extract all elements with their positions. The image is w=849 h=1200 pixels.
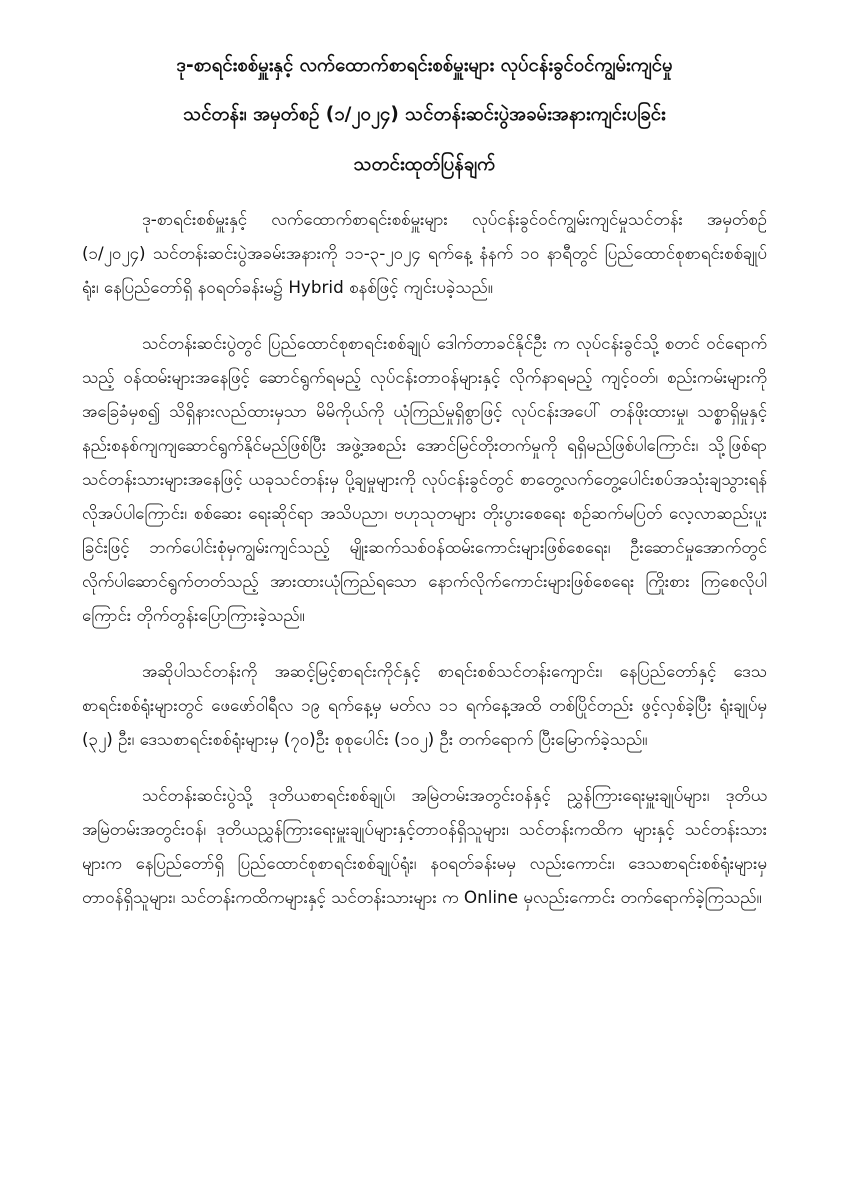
document-title-line-2: သင်တန်း၊ အမှတ်စဉ် (၁/၂၀၂၄) သင်တန်းဆင်းပွဲအခမ်းအနားကျင်းပခြင်း <box>183 103 666 125</box>
document-heading-press-release: သတင်းထုတ်ပြန်ချက် <box>353 154 496 176</box>
paragraph-auditor-general-speech: သင်တန်းဆင်းပွဲတွင် ပြည်ထောင်စုစာရင်းစစ်ချုပ် ဒေါက်တာခင်နိုင်ဦး က လုပ်ငန်းခွင်သို့ စတင် ဝင်ရောက်သည့် ဝန်ထမ်းများအနေဖြင့် ဆောင်ရွက်ရမည့် လုပ်ငန်းတာဝန်များနှင့် လိုက်နာရမည့် ကျင့်ဝတ်၊ စည်းကမ်းများကို အခြေခံမှစ၍ သိရှိနားလည်ထားမှသာ မိမိကိုယ်ကို ယုံကြည်မှုရှိစွာဖြင့် လုပ်ငန်းအပေါ် တန်ဖိုးထားမှု၊ သစ္စာရှိမှုနှင့် နည်းစနစ်ကျကျဆောင်ရွက်နိုင်မည်ဖြစ်ပြီး အဖွဲ့အစည်း အောင်မြင်တိုးတက်မှုကို ရရှိမည်ဖြစ်ပါကြောင်း၊ သို့ဖြစ်ရာ သင်တန်းသားများအနေဖြင့် ယခုသင်တန်းမှ ပို့ချမှုများကို လုပ်ငန်းခွင်တွင် စာတွေ့လက်တွေ့ပေါင်းစပ်အသုံးချသွားရန် လိုအပ်ပါကြောင်း၊ စစ်ဆေး ရေးဆိုင်ရာ အသိပညာ၊ ဗဟုသုတများ တိုးပွားစေရေး စဉ်ဆက်မပြတ် လေ့လာဆည်းပူးခြင်းဖြင့် ဘက်ပေါင်းစုံမှကျွမ်းကျင်သည့် မျိုးဆက်သစ်ဝန်ထမ်းကောင်းများဖြစ်စေရေး၊ ဦးဆောင်မှုအောက်တွင် လိုက်ပါဆောင်ရွက်တတ်သည့် အားထားယုံကြည်ရသော နောက်လိုက်ကောင်းများဖြစ်စေရေး ကြိုးစား ကြစေလိုပါကြောင်း တိုက်တွန်းပြောကြားခဲ့သည်။ <box>82 333 767 626</box>
paragraph-ceremony-attendees: သင်တန်းဆင်းပွဲသို့ ဒုတိယစာရင်းစစ်ချုပ်၊ အမြဲတမ်းအတွင်းဝန်နှင့် ညွှန်ကြားရေးမှူးချုပ်များ၊ ဒုတိယအမြဲတမ်းအတွင်းဝန်၊ ဒုတိယညွှန်ကြားရေးမှူးချုပ်များနှင့်တာဝန်ရှိသူများ၊ သင်တန်းကထိက များနှင့် သင်တန်းသားများက နေပြည်တော်ရှိ ပြည်ထောင်စုစာရင်းစစ်ချုပ်ရုံး၊ နဝရတ်ခန်းမမှ လည်းကောင်း၊ ဒေသစာရင်းစစ်ရုံးများမှ တာဝန်ရှိသူများ၊ သင်တန်းကထိကများနှင့် သင်တန်းသားများ က Online မှလည်းကောင်း တက်ရောက်ခဲ့ကြသည်။ <box>82 785 767 908</box>
paragraph-course-attendance: အဆိုပါသင်တန်းကို အဆင့်မြင့်စာရင်းကိုင်နှင့် စာရင်းစစ်သင်တန်းကျောင်း၊ နေပြည်တော်နှင့် ဒေသစာရင်းစစ်ရုံးများတွင် ဖေဖော်ဝါရီလ ၁၉ ရက်နေ့မှ မတ်လ ၁၁ ရက်နေ့အထိ တစ်ပြိုင်တည်း ဖွင့်လှစ်ခဲ့ပြီး ရုံးချုပ်မှ (၃၂) ဦး၊ ဒေသစာရင်းစစ်ရုံးများမှ (၇၀)ဦး စုစုပေါင်း (၁၀၂) ဦး တက်ရောက် ပြီးမြောက်ခဲ့သည်။ <box>82 661 767 750</box>
document-title-line-1: ဒု-စာရင်းစစ်မှူးနှင့် လက်ထောက်စာရင်းစစ်မှူးများ လုပ်ငန်းခွင်ဝင်ကျွမ်းကျင်မှု <box>176 55 673 76</box>
paragraph-ceremony-held: ဒု-စာရင်းစစ်မှူးနှင့် လက်ထောက်စာရင်းစစ်မှူးများ လုပ်ငန်းခွင်ဝင်ကျွမ်းကျင်မှုသင်တန်း အမှတ်စဉ် (၁/၂၀၂၄) သင်တန်းဆင်းပွဲအခမ်းအနားကို ၁၁-၃-၂၀၂၄ ရက်နေ့ နံနက် ၁၀ နာရီတွင် ပြည်ထောင်စုစာရင်းစစ်ချုပ်ရုံး၊ နေပြည်တော်ရှိ နဝရတ်ခန်းမ၌ Hybrid စနစ်ဖြင့် ကျင်းပခဲ့သည်။ <box>82 209 767 298</box>
